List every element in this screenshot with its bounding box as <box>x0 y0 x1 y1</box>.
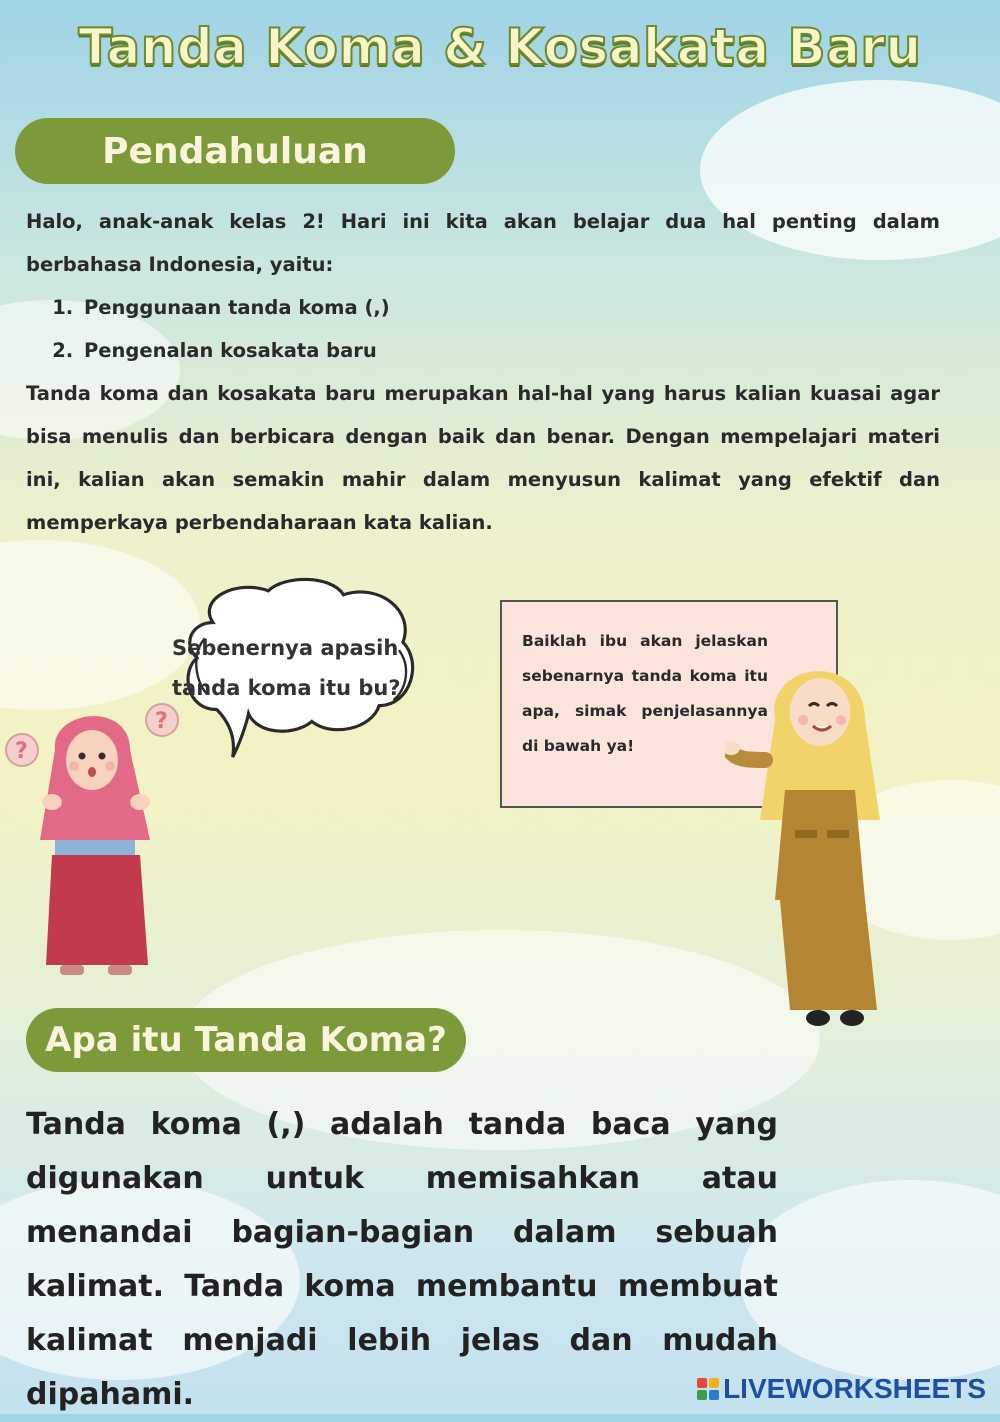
intro-text: Halo, anak-anak kelas 2! Hari ini kita akan belajar dua hal penting dalam berbahasa Indonesia, yaitu: <box>26 210 940 276</box>
student-girl-illustration <box>0 690 190 980</box>
liveworksheets-logo <box>697 1374 986 1404</box>
page-title: Tanda Koma & Kosakata Baru <box>78 18 922 76</box>
student-question: Sebenernya apasih tanda koma itu bu? <box>172 636 401 700</box>
cloud-decoration <box>740 1180 1000 1380</box>
list-item: 2. Pengenalan kosakata baru <box>80 329 940 372</box>
logo-text: LIVEWORKSHEETS <box>723 1373 986 1404</box>
topic-list <box>26 286 940 372</box>
intro-block <box>26 200 940 544</box>
question-mark-icon: ? <box>15 739 28 764</box>
intro-paragraph: Tanda koma dan kosakata baru merupakan hal-hal yang harus kalian kuasai agar bisa menulis dan berbicara dengan baik dan benar. Dengan mempelajari materi ini, kalian akan semakin mahir dalam menyusun kalimat yang efektif dan memperkaya perbendaharaan kata kalian. <box>26 382 940 534</box>
section-heading-tanda-koma: Apa itu Tanda Koma? <box>26 1008 466 1072</box>
teacher-answer: Baiklah ibu akan jelaskan sebenarnya tanda koma itu apa, simak penjelasannya di bawah ya! <box>522 632 768 755</box>
question-mark-icon: ? <box>155 709 168 734</box>
definition-paragraph: Tanda koma (,) adalah tanda baca yang digunakan untuk memisahkan atau menandai bagian-bagian dalam sebuah kalimat. Tanda koma membantu membuat kalimat menjadi lebih jelas dan mudah dipahami. <box>26 1107 778 1412</box>
teacher-illustration <box>725 650 900 1030</box>
list-item: 1. Penggunaan tanda koma (,) <box>80 286 940 329</box>
section-heading-pendahuluan: Pendahuluan <box>15 118 455 184</box>
logo-icon <box>697 1378 719 1400</box>
